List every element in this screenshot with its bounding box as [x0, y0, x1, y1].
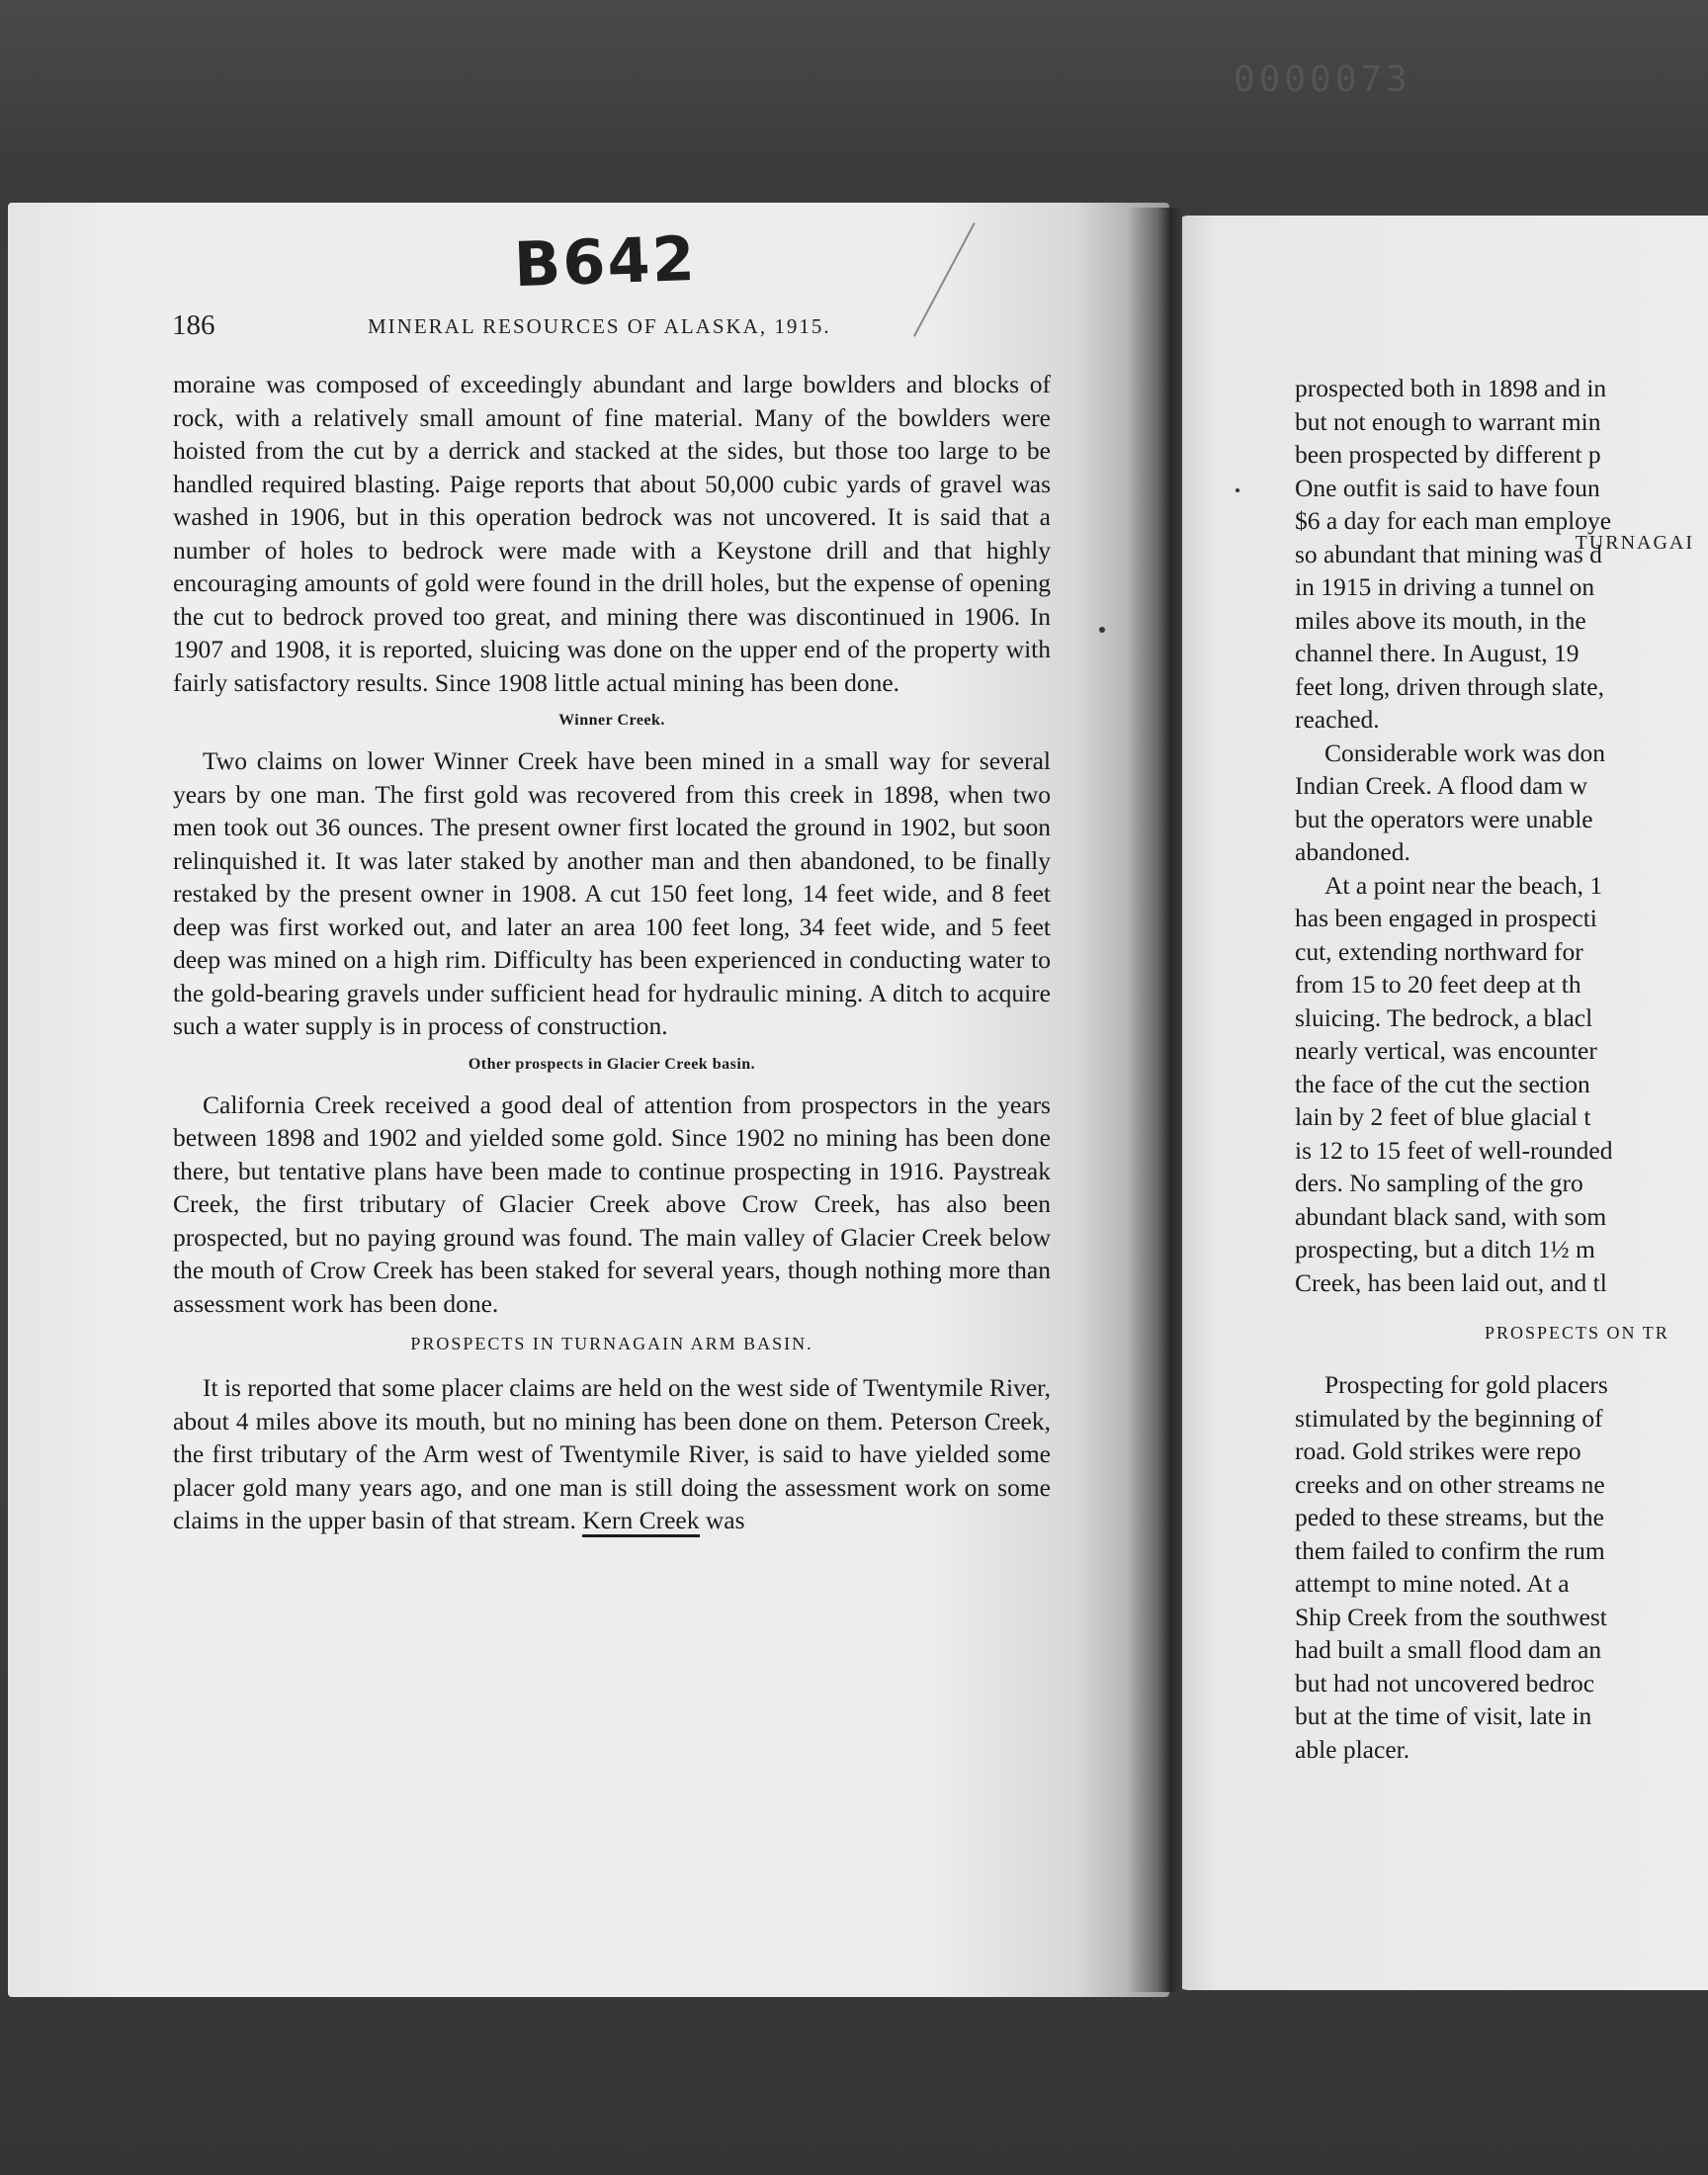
text-line: One outfit is said to have foun — [1295, 473, 1600, 502]
text-line: Ship Creek from the southwest — [1295, 1602, 1607, 1631]
text-line: stimulated by the beginning of — [1295, 1403, 1603, 1433]
underlined-kern-creek: Kern Creek — [582, 1506, 699, 1537]
text-line: prospecting, but a ditch 1½ m — [1295, 1235, 1595, 1263]
running-head: MINERAL RESOURCES OF ALASKA, 1915. — [368, 314, 831, 338]
right-section-heading: PROSPECTS ON TR — [1485, 1323, 1669, 1343]
text-line: Prospecting for gold placers — [1324, 1370, 1608, 1399]
heading-winner-creek: Winner Creek. — [558, 712, 665, 729]
scan-speck — [1099, 627, 1105, 633]
text-line: peded to these streams, but the — [1295, 1503, 1604, 1531]
heading-other-prospects: Other prospects in Glacier Creek basin. — [468, 1055, 756, 1073]
text-line: them failed to confirm the rum — [1295, 1535, 1605, 1565]
text-line: nearly vertical, was encounter — [1295, 1036, 1597, 1065]
handwritten-label: B642 — [512, 221, 698, 302]
text-line: Considerable work was don — [1324, 738, 1605, 767]
right-paragraph-c — [1295, 869, 1708, 1300]
paragraph-winner-creek: Two claims on lower Winner Creek have been mined in a small way for several years by one man. The first gold was recovered from this creek in 1898, when two men took out 36 ounces. The present owner first located the ground in 1902, but soon relinquished it. It was later staked by another man and then abandoned, to be finally restaked by the present owner in 1908. A cut 150 feet long, 14 feet wide, and 8 feet deep was first worked out, and later an area 100 feet long, 34 feet wide, and 5 feet deep was mined on a high rim. Difficulty has been experienced in conducting water to the gold-bearing gravels under sufficient head for hydraulic mining. A ditch to acquire such a water supply is in process of construction. — [173, 746, 1051, 1040]
text-line: prospected both in 1898 and in — [1295, 374, 1607, 402]
text-line: reached. — [1295, 705, 1380, 734]
left-body-text — [173, 368, 1051, 1537]
text-line: so abundant that mining was d — [1295, 539, 1602, 568]
text-line: abundant black sand, with som — [1295, 1201, 1607, 1231]
text-line: ders. No sampling of the gro — [1295, 1169, 1583, 1197]
trailing-word: was — [705, 1506, 745, 1534]
text-line: but the operators were unable — [1295, 804, 1593, 833]
right-body-text — [1295, 372, 1708, 1766]
paragraph-turnagain-arm — [173, 1371, 1051, 1537]
right-running-head: TURNAGAI — [1575, 532, 1694, 554]
text-line: feet long, driven through slate, — [1295, 671, 1604, 701]
page-number: 186 — [172, 309, 215, 341]
text-line: Indian Creek. A flood dam w — [1295, 771, 1588, 800]
paragraph-turnagain-text: It is reported that some placer claims are held on the west side of Twentymile River, about 4 miles above its mouth, but no mining has been done on them. Peterson Creek, the first tributary of the Arm west of Twentymile River, is said to have yielded some placer gold many years ago, and one man is still doing the assessment work on some claims in the upper basin of that stream. — [173, 1373, 1051, 1534]
text-line: At a point near the beach, 1 — [1324, 870, 1603, 900]
text-line: has been engaged in prospecti — [1295, 904, 1597, 932]
text-line: from 15 to 20 feet deep at th — [1295, 970, 1581, 999]
right-paragraph-d — [1295, 1368, 1708, 1766]
right-paragraph-a — [1295, 372, 1708, 737]
right-paragraph-b — [1295, 737, 1708, 869]
text-line: the face of the cut the section — [1295, 1069, 1590, 1098]
text-line: sluicing. The bedrock, a blacl — [1295, 1002, 1593, 1032]
text-line: Creek, has been laid out, and tl — [1295, 1267, 1607, 1297]
text-line: cut, extending northward for — [1295, 936, 1583, 966]
text-line: abandoned. — [1295, 837, 1410, 866]
paragraph-other-prospects: California Creek received a good deal of attention from prospectors in the years between 1898 and 1902 and yielded some gold. Since 1902 no mining has been done there, but tentative plans have been made to continue prospecting in 1916. Paystreak Creek, the first tributary of Glacier Creek above Crow Creek, has also been prospected, but no paying ground was found. The main valley of Glacier Creek below the mouth of Crow Creek has been staked for several years, though nothing more than assessment work has been done. — [173, 1089, 1051, 1318]
text-line: been prospected by different p — [1295, 440, 1601, 469]
heading-turnagain-arm: PROSPECTS IN TURNAGAIN ARM BASIN. — [410, 1334, 813, 1353]
text-line: miles above its mouth, in the — [1295, 605, 1586, 635]
text-line: able placer. — [1295, 1734, 1410, 1764]
text-line: in 1915 in driving a tunnel on — [1295, 572, 1595, 601]
archive-number-stamp: 0000073 — [1234, 59, 1411, 100]
text-line: is 12 to 15 feet of well-rounded — [1295, 1135, 1613, 1165]
text-line: creeks and on other streams ne — [1295, 1469, 1605, 1499]
book-gutter — [1127, 208, 1182, 1992]
text-line: road. Gold strikes were repo — [1295, 1436, 1581, 1465]
text-line: but not enough to warrant min — [1295, 406, 1601, 436]
text-line: $6 a day for each man employe — [1295, 506, 1612, 535]
text-line: channel there. In August, 19 — [1295, 639, 1580, 667]
text-line: lain by 2 feet of blue glacial t — [1295, 1102, 1591, 1131]
text-line: had built a small flood dam an — [1295, 1635, 1602, 1664]
paragraph-moraine: moraine was composed of exceedingly abundant and large bowlders and blocks of rock, with a relatively small amount of fine material. Many of the bowlders were hoisted from the cut by a derrick and stacked at the sides, but those too large to be handled required blasting. Paige reports that about 50,000 cubic yards of gravel was washed in 1906, but in this operation bedrock was not uncovered. It is said that a number of holes to bedrock were made with a Keystone drill and that highly encouraging amounts of gold were found in the drill holes, but the expense of opening the cut to bedrock proved too great, and mining there was discontinued in 1906. In 1907 and 1908, it is reported, sluicing was done on the upper end of the property with fairly satisfactory results. Since 1908 little actual mining has been done. — [173, 370, 1051, 697]
text-line: attempt to mine noted. At a — [1295, 1569, 1570, 1598]
text-line: but at the time of visit, late in — [1295, 1701, 1592, 1730]
text-line: but had not uncovered bedroc — [1295, 1668, 1595, 1697]
scan-speck — [1236, 488, 1239, 492]
